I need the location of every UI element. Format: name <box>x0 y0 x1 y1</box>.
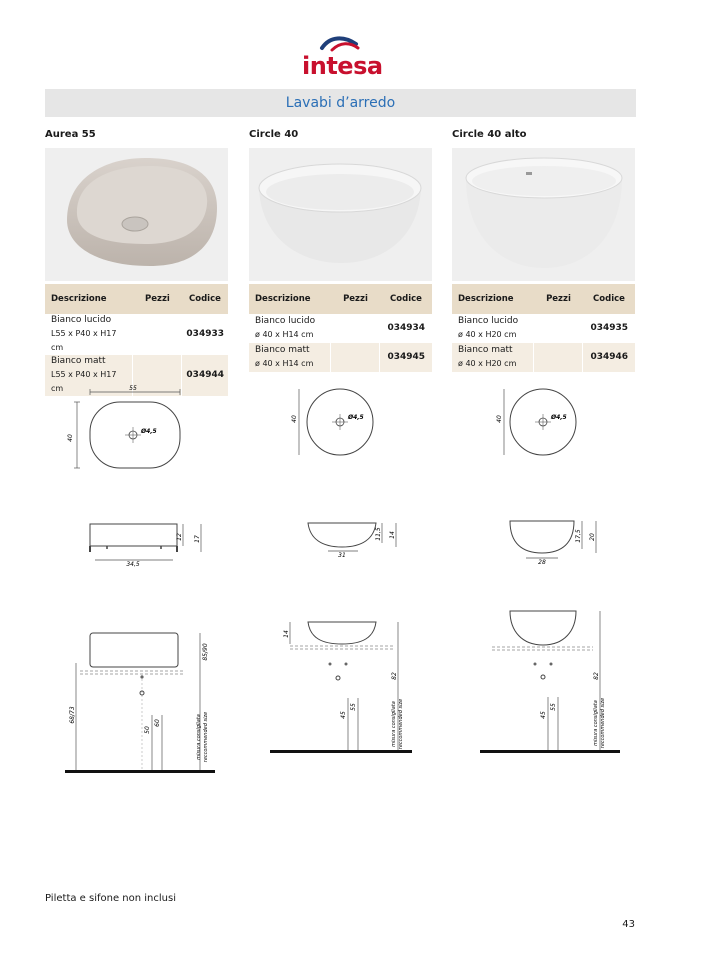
page-number: 43 <box>622 919 635 930</box>
circle40-side-view-drawing <box>298 517 408 567</box>
dim-diameter: 40 <box>291 415 298 423</box>
dim-base: 31 <box>338 552 346 559</box>
product-table <box>249 284 432 372</box>
dim-total: 82 <box>391 672 398 680</box>
col-header-descr: Descrizione <box>452 284 534 314</box>
dim-h1: 11,5 <box>375 527 382 541</box>
table-row <box>452 343 635 372</box>
note-line2: reccommended size <box>203 711 209 763</box>
dim-depth: 40 <box>67 434 74 442</box>
section-title: Lavabi d’arredo <box>285 95 396 111</box>
dim-hole: Ø4,5 <box>551 414 567 421</box>
table-row <box>249 343 432 372</box>
dim-a: 45 <box>540 711 547 719</box>
row-finish: Bianco matt <box>255 345 310 355</box>
note-line1: misura consigliata <box>391 701 397 747</box>
product-column-circle-40 <box>249 128 432 372</box>
row-code: 034934 <box>387 323 426 333</box>
product-photo <box>45 148 228 281</box>
row-finish: Bianco matt <box>51 356 106 366</box>
row-size: L55 x P40 x H17 cm <box>51 370 117 393</box>
table-row <box>452 314 635 343</box>
row-code: 034944 <box>182 355 228 396</box>
col-header-descr: Descrizione <box>45 284 133 314</box>
product-table <box>452 284 635 372</box>
col-header-descr: Descrizione <box>249 284 331 314</box>
dim-total: 85/90 <box>202 643 209 661</box>
footer-note: Piletta e sifone non inclusi <box>45 893 176 904</box>
product-photo <box>452 148 635 281</box>
circle40-top-view-drawing <box>285 385 385 465</box>
dim-h2: 20 <box>589 533 596 541</box>
row-size: L55 x P40 x H17 cm <box>51 329 117 352</box>
section-title-bar <box>45 89 636 117</box>
note-line2: reccommended size <box>398 698 404 750</box>
col-header-codice: Codice <box>583 284 635 314</box>
brand-name: intesa <box>302 52 383 80</box>
row-size: ø 40 x H14 cm <box>255 330 314 339</box>
circle40alto-top-view-drawing <box>490 385 590 465</box>
note-line2: reccommended size <box>600 697 606 749</box>
dim-hole: Ø4,5 <box>348 414 364 421</box>
dim-b: 55 <box>350 703 357 711</box>
table-row <box>45 314 228 355</box>
dim-width: 55 <box>129 385 137 392</box>
note-line1: misura consigliata <box>196 714 202 760</box>
row-code: 034945 <box>380 343 432 372</box>
col-header-pezzi: Pezzi <box>331 284 380 314</box>
circle40alto-side-view-drawing <box>500 515 610 570</box>
row-pezzi <box>331 314 380 343</box>
dim-b: 60 <box>154 719 161 727</box>
dim-basin: 14 <box>283 630 290 638</box>
row-size: ø 40 x H20 cm <box>458 330 517 339</box>
product-name: Circle 40 <box>249 129 299 140</box>
dim-floor-height: 68/73 <box>69 706 76 724</box>
round-basin-image <box>249 148 432 281</box>
dim-b: 55 <box>550 703 557 711</box>
dim-total: 82 <box>593 672 600 680</box>
dim-diameter: 40 <box>496 415 503 423</box>
dim-h2: 14 <box>389 531 396 539</box>
brand-logo <box>302 34 392 84</box>
row-size: ø 40 x H14 cm <box>255 359 314 368</box>
product-column-aurea-55 <box>45 128 228 396</box>
col-header-pezzi: Pezzi <box>133 284 182 314</box>
dim-base: 34,5 <box>126 561 140 568</box>
tall-round-basin-image <box>452 148 635 281</box>
product-name: Circle 40 alto <box>452 129 527 140</box>
row-finish: Bianco matt <box>458 345 513 355</box>
row-pezzi <box>534 314 583 343</box>
row-finish: Bianco lucido <box>255 316 316 326</box>
table-row <box>249 314 432 343</box>
row-size: ø 40 x H20 cm <box>458 359 517 368</box>
product-name: Aurea 55 <box>45 129 96 140</box>
row-finish: Bianco lucido <box>51 315 112 325</box>
col-header-codice: Codice <box>380 284 432 314</box>
dim-h2: 17 <box>194 535 201 543</box>
product-column-circle-40-alto <box>452 128 635 372</box>
row-finish: Bianco lucido <box>458 316 519 326</box>
row-code: 034933 <box>186 329 224 339</box>
product-photo <box>249 148 432 281</box>
row-code: 034935 <box>590 323 629 333</box>
note-line1: misura consigliata <box>593 700 599 746</box>
row-pezzi <box>534 343 583 372</box>
dim-base: 28 <box>538 559 546 566</box>
circle40-installation-drawing <box>268 608 418 758</box>
col-header-pezzi: Pezzi <box>534 284 583 314</box>
dim-h1: 12 <box>176 533 183 541</box>
dim-h1: 17,5 <box>575 529 582 543</box>
row-code: 034946 <box>583 343 635 372</box>
dim-a: 45 <box>340 711 347 719</box>
aurea-side-view-drawing <box>85 518 215 568</box>
aurea-top-view-drawing <box>55 382 245 472</box>
dim-hole: Ø4,5 <box>141 428 157 435</box>
product-table <box>45 284 228 396</box>
row-pezzi <box>331 343 380 372</box>
row-pezzi <box>133 314 182 355</box>
col-header-codice: Codice <box>182 284 228 314</box>
oval-basin-image <box>45 148 228 281</box>
dim-a: 50 <box>144 726 151 734</box>
circle40alto-installation-drawing <box>478 605 628 758</box>
aurea-installation-drawing <box>60 615 230 780</box>
